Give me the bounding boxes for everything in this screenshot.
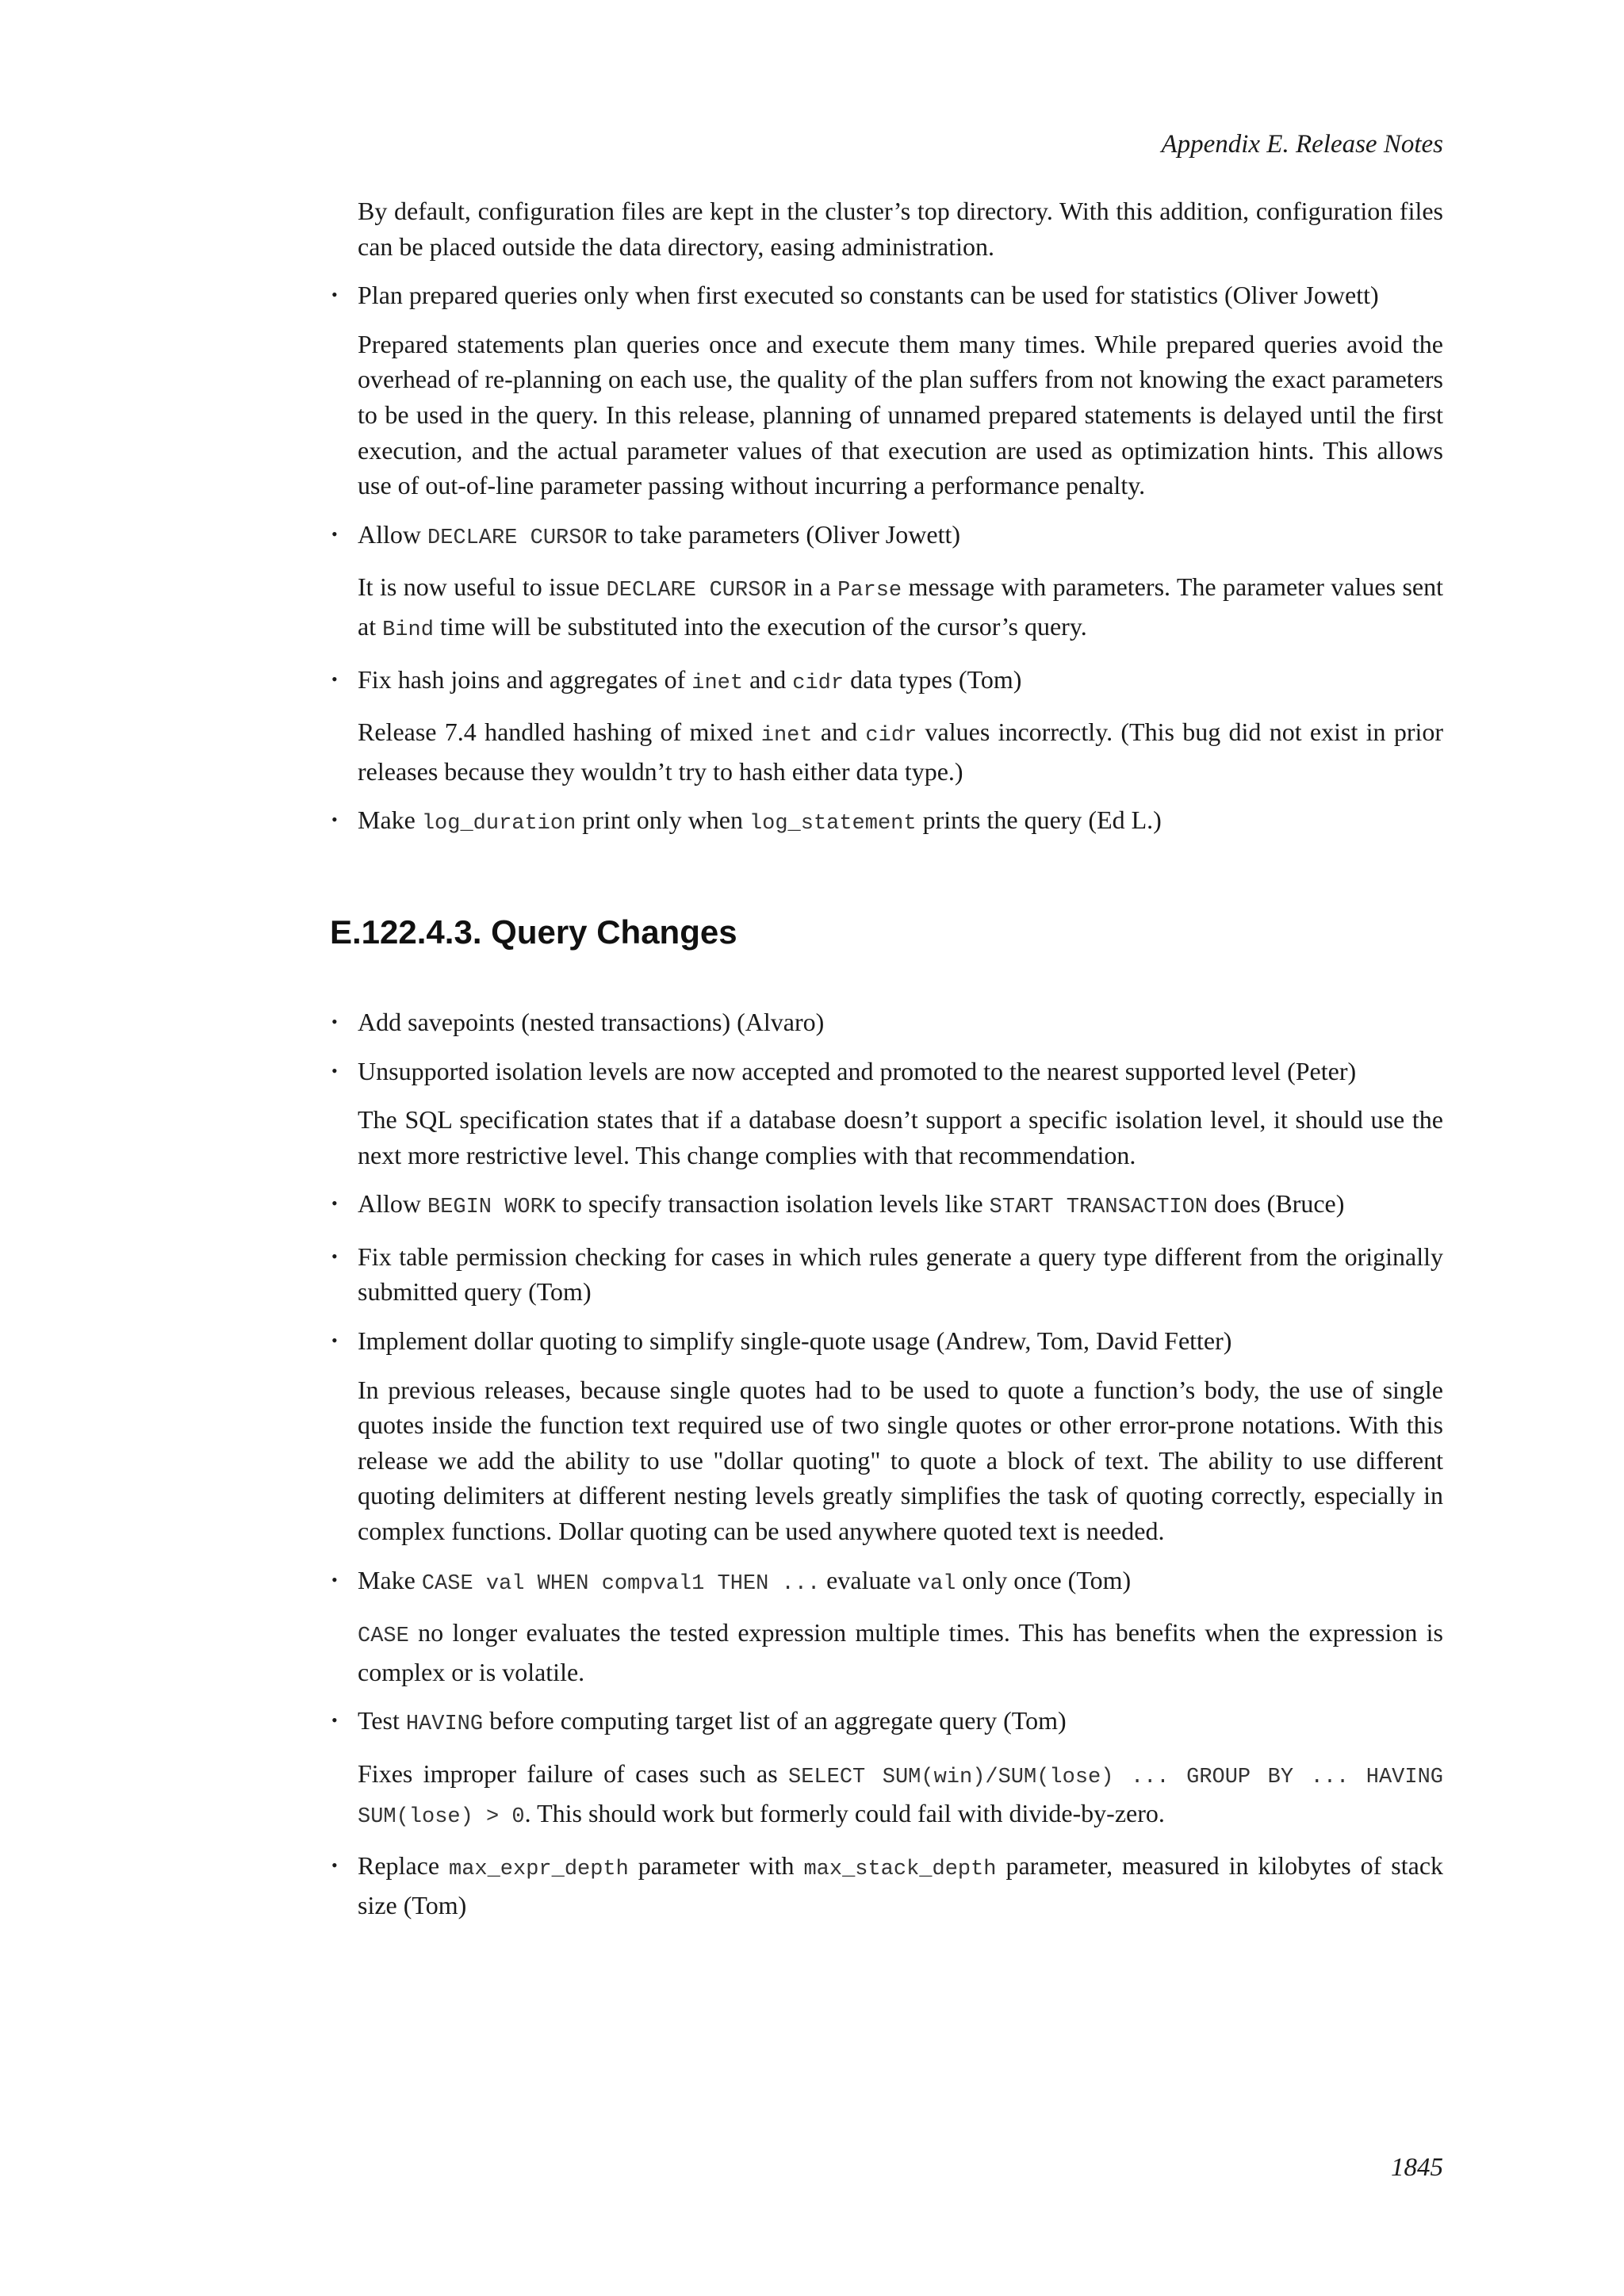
bullet-icon: • — [331, 1569, 338, 1590]
item-text: Plan prepared queries only when first executed so constants can be used for statistics (Oliver Jowett) — [358, 281, 1379, 310]
bullet-icon: • — [331, 809, 338, 830]
intro-paragraph: By default, configuration files are kept in the cluster’s top directory. With this addition, configuration files can be placed outside the data directory, easing administration. — [358, 197, 1443, 261]
item-text: Unsupported isolation levels are now accepted and promoted to the nearest supported level (Peter) — [358, 1056, 1357, 1085]
list-item-log-duration — [330, 802, 1443, 842]
list-item-max-stack-depth — [330, 1848, 1443, 1923]
code-literal: inet — [691, 671, 744, 695]
bullet-icon: • — [331, 1330, 338, 1351]
item-description: It is now useful to issue DECLARE CURSOR in a Parse message with parameters. The parameter values sent at Bind time will be substituted into the execution of the cursor’s query. — [358, 572, 1444, 642]
list-item-savepoints — [330, 1004, 1443, 1040]
item-text: Make CASE val WHEN compval1 THEN ... evaluate val only once (Tom) — [358, 1565, 1132, 1596]
running-header: Appendix E. Release Notes — [1161, 130, 1443, 159]
code-literal: CASE val WHEN compval1 THEN ... — [421, 1571, 821, 1596]
code-literal: START TRANSACTION — [989, 1196, 1208, 1220]
bullet-icon: • — [331, 1710, 338, 1731]
item-text: Test HAVING before computing target list of an aggregate query (Tom) — [358, 1706, 1067, 1737]
bullet-icon: • — [331, 285, 338, 305]
item-description: Fixes improper failure of cases such as SELECT SUM(win)/SUM(lose) ... GROUP BY ... HAVING SUM(lose) > 0. This should work but formerly could fail with divide-by-zero. — [358, 1759, 1443, 1829]
list-item-begin-work — [330, 1186, 1443, 1226]
code-literal: Parse — [837, 579, 902, 603]
bullet-icon: • — [331, 1060, 338, 1081]
list-item-dollar-quoting — [330, 1323, 1443, 1359]
item-text: Allow DECLARE CURSOR to take parameters (Oliver Jowett) — [358, 519, 960, 550]
item-description: CASE no longer evaluates the tested expression multiple times. This has benefits when the expression is complex or is volatile. — [358, 1618, 1443, 1686]
list-item-declare-cursor — [330, 517, 1443, 557]
section-heading: E.122.4.3. Query Changes — [330, 913, 737, 951]
item-text: Add savepoints (nested transactions) (Alvaro) — [358, 1007, 825, 1036]
list-item-table-permission — [330, 1239, 1443, 1310]
code-literal: cidr — [865, 724, 917, 748]
bullet-icon: • — [331, 1246, 338, 1266]
bullet-icon: • — [331, 523, 338, 544]
item-description: Release 7.4 handled hashing of mixed inet and cidr values incorrectly. (This bug did not exist in prior releases because they wouldn’t try to hash either data type.) — [358, 718, 1444, 786]
bullet-icon: • — [331, 1193, 338, 1214]
bullet-icon: • — [331, 1855, 338, 1876]
code-literal: HAVING — [405, 1712, 484, 1737]
item-text: Replace max_expr_depth parameter with max_stack_depth parameter, measured in kilobytes of stack size (Tom) — [358, 1851, 1444, 1919]
list-item-isolation-levels — [330, 1054, 1443, 1089]
bullet-icon: • — [331, 668, 338, 689]
item-description: In previous releases, because single quotes had to be used to quote a function’s body, the use of single quotes inside the function text required use of two single quotes or other error-prone notations. With this release we add the ability to use "dollar quoting" to quote a block of text. The ability to use different quoting delimiters at different nesting levels greatly simplifies the task of quoting correctly, especially in complex functions. Dollar quoting can be used anywhere quoted text is needed. — [358, 1375, 1443, 1546]
list-item-hash-joins — [330, 662, 1443, 702]
item-text: Fix table permission checking for cases in which rules generate a query type different from the originally submitted query (Tom) — [358, 1242, 1443, 1307]
code-literal: BEGIN WORK — [427, 1196, 557, 1220]
item-description: The SQL specification states that if a database doesn’t support a specific isolation level, it should use the next more restrictive level. This change complies with that recommendation. — [358, 1105, 1443, 1169]
code-literal: log_statement — [749, 812, 917, 836]
code-literal: DECLARE CURSOR — [606, 579, 787, 603]
page-number: 1845 — [1391, 2153, 1443, 2182]
code-literal: DECLARE CURSOR — [427, 526, 607, 550]
item-text: Fix hash joins and aggregates of inet and cidr data types (Tom) — [358, 664, 1022, 695]
bullet-icon: • — [331, 1011, 338, 1031]
code-literal: log_duration — [421, 812, 576, 836]
page-content — [330, 193, 1443, 1923]
code-literal: max_expr_depth — [449, 1858, 629, 1882]
code-literal: cidr — [792, 671, 845, 695]
code-literal: CASE — [358, 1624, 409, 1649]
list-item-case-val — [330, 1563, 1443, 1602]
code-literal: Bind — [382, 618, 434, 642]
list-item-prepared-queries — [330, 277, 1443, 313]
item-text: Implement dollar quoting to simplify single-quote usage (Andrew, Tom, David Fetter) — [358, 1326, 1232, 1356]
code-literal: inet — [760, 724, 813, 748]
code-literal: max_stack_depth — [803, 1858, 997, 1882]
item-text: Make log_duration print only when log_statement prints the query (Ed L.) — [358, 806, 1162, 836]
code-literal: SELECT SUM(win)/SUM(lose) ... GROUP BY ... HAVING SUM(lose) > 0 — [358, 1766, 1443, 1829]
item-description: Prepared statements plan queries once and execute them many times. While prepared queries avoid the overhead of re-planning on each use, the quality of the plan suffers from not knowing the exact parameters to be used in the query. In this release, planning of unnamed prepared statements is delayed until the first execution, and the actual parameter values of that execution are used as optimization hints. This allows use of out-of-line parameter passing without incurring a performance penalty. — [358, 329, 1443, 500]
list-item-having — [330, 1703, 1443, 1743]
code-literal: val — [917, 1571, 956, 1596]
item-text: Allow BEGIN WORK to specify transaction isolation levels like START TRANSACTION does (Bruce) — [358, 1189, 1345, 1220]
